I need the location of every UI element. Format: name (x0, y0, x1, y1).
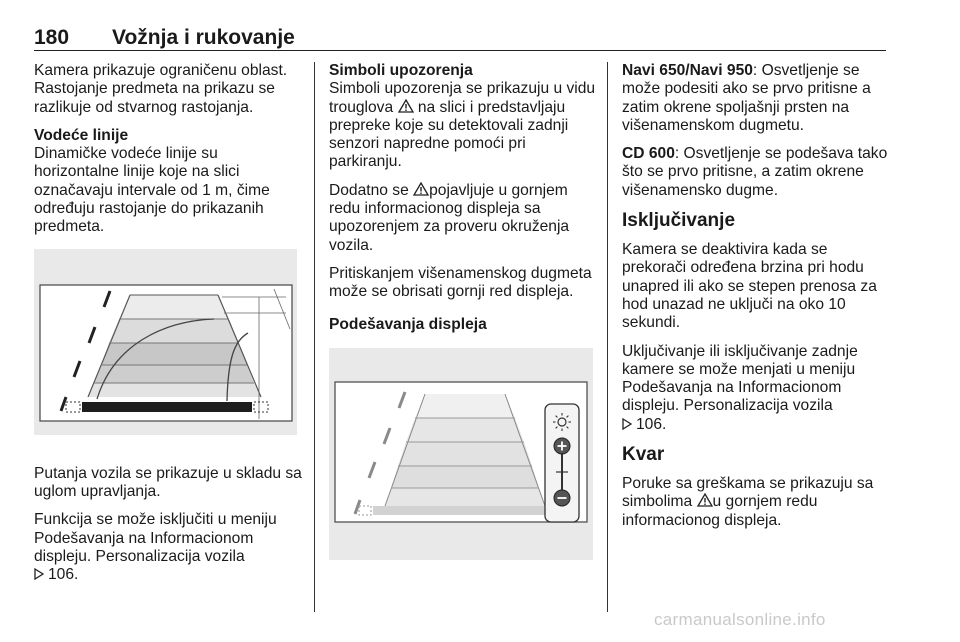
page-title: Vožnja i rukovanje (112, 26, 295, 49)
column-divider-1 (314, 62, 315, 612)
guide-lines-text: Dinamičke vodeće linije su horizontalne linije koje na slici označavaju intervale od 1 m, čime određuju rastojanje do prikazanih predmeta. (34, 145, 270, 236)
clear-display-paragraph: Pritiskanjem višenamenskog dugmeta može se obrisati gornji red displeja. (329, 264, 592, 301)
rear-camera-guide-lines-figure (34, 249, 297, 435)
warning-triangle-icon (697, 493, 713, 507)
warning-triangle-icon (413, 182, 429, 196)
display-settings-heading: Podešavanja displeja (329, 315, 487, 333)
navi-label: Navi 650/Navi 950 (622, 62, 753, 79)
guide-lines-section (34, 127, 302, 237)
navi-paragraph (622, 62, 890, 135)
fault-heading: Kvar (622, 444, 665, 466)
cd-text: : Osvetljenje se podešava tako što se prvo pritisne, a zatim okrene višenamensko dugme. (622, 145, 888, 199)
page-reference[interactable]: 106. (48, 566, 79, 584)
switch-camera-paragraph (622, 343, 890, 434)
warning-symbols-text-b: na slici i predstavljaju prepreke koje su detektovali zadnji senzori napredne pomoći pri parkiranju. (329, 98, 569, 171)
cd-paragraph (622, 145, 890, 200)
display-settings-illustration (329, 348, 593, 560)
page-reference-arrow-icon (34, 568, 44, 580)
disable-function-paragraph (34, 511, 302, 584)
additional-warning-text-b: pojavljuje u gornjem redu informacionog displeja sa upozorenjem za proveru okruženja vozila. (329, 181, 570, 254)
switch-camera-text: Uključivanje ili isključivanje zadnje kamere se može menjati u meniju Podešavanja na Informacionom displeju. Personalizacija vozila (622, 342, 858, 415)
warning-symbols-text-a: Simboli upozorenja se prikazuju u vidu trouglova (329, 80, 596, 116)
camera-limit-paragraph: Kamera prikazuje ograničenu oblast. Rastojanje predmeta na prikazu se razlikuje od stvarnog rastojanja. (34, 62, 288, 116)
column-divider-2 (607, 62, 608, 612)
additional-warning-paragraph (329, 182, 597, 255)
vehicle-path-paragraph: Putanja vozila se prikazuje u skladu sa uglom upravljanja. (34, 464, 302, 500)
fault-text-b: u gornjem redu informacionog displeja. (622, 493, 818, 529)
cd-label: CD 600 (622, 145, 675, 163)
warning-symbols-heading: Simboli upozorenja (329, 62, 473, 79)
fault-paragraph (622, 475, 890, 530)
page-reference-arrow-icon (622, 418, 632, 430)
page-number: 180 (34, 26, 70, 49)
switch-off-heading: Isključivanje (622, 210, 736, 232)
navi-text: : Osvetljenje se može podesiti ako se prvo pritisne a zatim okrene spoljašnji prsten na višenamenskom dugmetu. (622, 62, 871, 134)
fault-text-a: Poruke sa greškama se prikazuju sa simbolima (622, 475, 874, 511)
plus-icon (554, 438, 570, 454)
disable-function-text: Funkcija se može isključiti u meniju Podešavanja na Informacionom displeju. Personalizacija vozila (34, 511, 277, 565)
warning-symbols-section (329, 62, 597, 172)
page-reference[interactable]: 106. (636, 415, 667, 433)
guide-lines-illustration (34, 249, 297, 435)
page-header (34, 24, 886, 51)
watermark: carmanualsonline.info (654, 610, 826, 629)
additional-warning-text-a: Dodatno se (329, 181, 409, 199)
guide-lines-heading: Vodeće linije (34, 126, 129, 144)
display-settings-figure (329, 348, 593, 560)
column-2 (329, 62, 597, 560)
column-1 (34, 62, 302, 594)
warning-triangle-icon (398, 99, 414, 113)
switch-off-paragraph: Kamera se deaktivira kada se prekorači određena brzina pri hodu unapred ili ako se stepen prenosa za hod unazad ne uključi na oko 10 sekundi. (622, 241, 877, 332)
column-3 (622, 62, 890, 540)
minus-icon (554, 490, 570, 506)
